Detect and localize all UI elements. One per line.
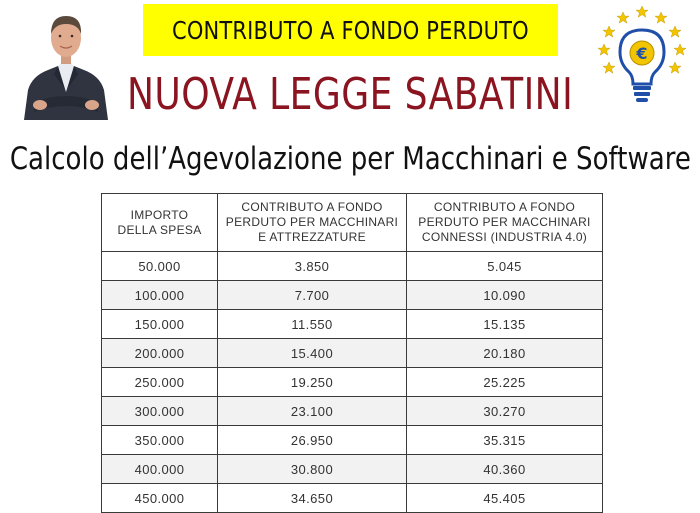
table-cell: 10.090 (407, 281, 603, 310)
table-cell: 450.000 (102, 484, 218, 513)
page-title-text: NUOVA LEGGE SABATINI (126, 68, 574, 120)
page-title (60, 63, 640, 125)
table-cell: 30.270 (407, 397, 603, 426)
page-subtitle (0, 136, 700, 182)
table-cell: 45.405 (407, 484, 603, 513)
table-row (102, 310, 603, 339)
table-row (102, 339, 603, 368)
table-row (102, 252, 603, 281)
table-cell: 7.700 (218, 281, 407, 310)
contribution-table (101, 193, 603, 513)
table-cell: 300.000 (102, 397, 218, 426)
table-cell: 400.000 (102, 455, 218, 484)
table-row (102, 484, 603, 513)
table-row (102, 426, 603, 455)
table-cell: 35.315 (407, 426, 603, 455)
table-cell: 25.225 (407, 368, 603, 397)
header-contributo-macchinari: CONTRIBUTO A FONDO PERDUTO PER MACCHINARI E ATTREZZATURE (218, 194, 407, 252)
table-cell: 20.180 (407, 339, 603, 368)
table-row (102, 368, 603, 397)
svg-text:€: € (636, 44, 648, 63)
header-importo-spesa: IMPORTO DELLA SPESA (102, 194, 218, 252)
table-cell: 150.000 (102, 310, 218, 339)
table-cell: 34.650 (218, 484, 407, 513)
table-row (102, 397, 603, 426)
table-row (102, 281, 603, 310)
table-cell: 15.400 (218, 339, 407, 368)
table-cell: 19.250 (218, 368, 407, 397)
table-cell: 350.000 (102, 426, 218, 455)
table-cell: 15.135 (407, 310, 603, 339)
banner (143, 4, 558, 56)
table-cell: 3.850 (218, 252, 407, 281)
table-cell: 26.950 (218, 426, 407, 455)
table-row (102, 455, 603, 484)
header-contributo-industria-4-0: CONTRIBUTO A FONDO PERDUTO PER MACCHINARI CONNESSI (INDUSTRIA 4.0) (407, 194, 603, 252)
banner-text: CONTRIBUTO A FONDO PERDUTO (172, 15, 529, 45)
page-subtitle-text: Calcolo dell’Agevolazione per Macchinari e Software (9, 141, 691, 177)
table-cell: 11.550 (218, 310, 407, 339)
table-cell: 23.100 (218, 397, 407, 426)
table-cell: 250.000 (102, 368, 218, 397)
table-cell: 100.000 (102, 281, 218, 310)
table-cell: 50.000 (102, 252, 218, 281)
table-cell: 200.000 (102, 339, 218, 368)
table-cell: 5.045 (407, 252, 603, 281)
table-header-row (102, 194, 603, 252)
table-cell: 30.800 (218, 455, 407, 484)
table-cell: 40.360 (407, 455, 603, 484)
